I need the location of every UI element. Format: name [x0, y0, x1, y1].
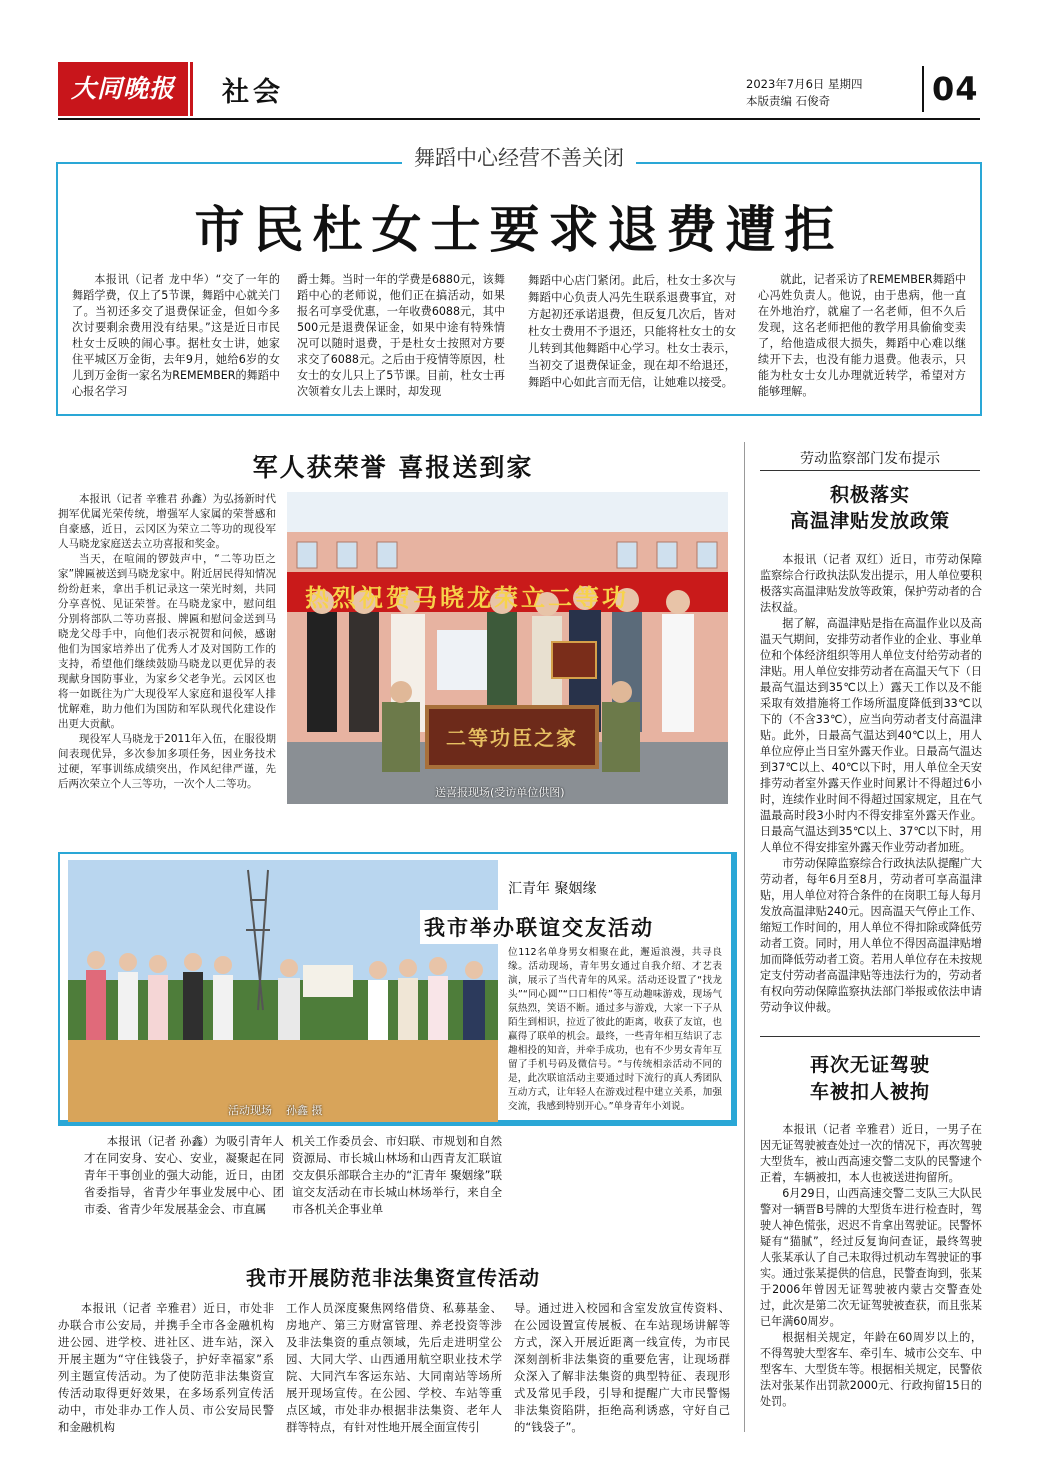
heat-story-rule [760, 470, 980, 471]
page-number: 04 [932, 70, 979, 108]
paragraph: 爵士舞。当时一年的学费是6880元，该舞蹈中心的老师说，他们正在搞活动，如果报名可享受优惠，一年收费6088元，其中500元是退费保证金，如果中途有特殊情况可以随时退费，于是杜女士按照对方要求交了6088元。之后由于疫情等原因，杜女士的女儿只上了5节课。目前，杜女士再次领着女儿去上课时，却发现 [297, 273, 505, 398]
paragraph: 本报讯（记者 孙鑫）为吸引青年人才在同安身、安心、安业，凝聚起在同青年干事创业的强大动能，近日，由团省委指导，省青少年事业发展中心、团市委、省青少年发展基金会、市直属 [84, 1134, 284, 1216]
driving-headline-line-2: 车被扣人被拘 [809, 1081, 930, 1103]
ceremony-illustration [287, 492, 728, 804]
event-illustration [68, 860, 498, 1122]
paragraph: 根据相关规定，年龄在60周岁以上的，不得驾驶大型客车、牵引车、城市公交车、中型客车、大型货车等。根据相关规定，民警依法对张某作出罚款2000元、行政拘留15日的处罚。 [760, 1331, 982, 1408]
plaque-text: 二等功臣之家 [446, 726, 578, 750]
top-story-column-4 [758, 272, 966, 400]
paragraph: 舞蹈中心店门紧闭。此后，杜女士多次与舞蹈中心负责人冯先生联系退费事宜，对方起初还承诺退费，但反复几次后，皆对杜女士费用不予退还，只能将杜女士的女儿转到其他舞蹈中心学习。杜女士表示，当初交了退费保证金，现在却不给退还，舞蹈中心如此言而无信，让她难以接受。 [528, 273, 736, 389]
paragraph: 本报讯（记者 双红）近日，市劳动保障监察综合行政执法队发出提示，用人单位要积极落实高温津贴发放等政策，保护劳动者的合法权益。 [760, 553, 982, 614]
paragraph: 工作人员深度聚焦网络借贷、私募基金、房地产、第三方财富管理、养老投资等涉及非法集资的重点领域，先后走进明堂公园、大同大学、山西通用航空职业技术学院、大同汽车客运东站、大同南站等场所展开现场宣传。在公园、学校、车站等重点区域，市处非办根据非法集资、老年人群等特点，有针对性地开展全面宣传引 [286, 1301, 502, 1434]
paragraph: 导。通过进入校园和含室发放宣传资料、在公园设置宣传展板、在车站现场讲解等方式，深入开展近距离一线宣传，为市民深刻剖析非法集资的重要危害，让现场群众深入了解非法集资的典型特征、表现形式及常见手段，引导和提醒广大市民警惕非法集资陷阱，拒绝高利诱惑，守好自己的“钱袋子”。 [514, 1301, 730, 1434]
paragraph: 就此，记者采访了REMEMBER舞蹈中心冯姓负责人。他说，由于患病，他一直在外地治疗，就雇了一名老师，但不久后发现，这名老师把他的教学用具偷偷变卖了，给他造成很大损失，舞蹈中心难以继续开下去，也没有能力退费。他表示，只能为杜女士女儿办理就近转学，希望对方能够理解。 [758, 273, 966, 398]
issue-date: 2023年7月6日 星期四 [746, 77, 863, 91]
heat-headline-line-2: 高温津贴发放政策 [789, 510, 950, 532]
fraud-story-column-2 [286, 1300, 502, 1436]
social-story-headline: 我市举办联谊交友活动 [420, 910, 658, 944]
driving-story-headline [760, 1052, 980, 1106]
military-story-body [58, 492, 276, 792]
military-story-photo [287, 492, 728, 804]
paragraph: 本报讯（记者 辛雅君）近日，一男子在因无证驾驶被查处过一次的情况下，再次驾驶大型货车，被山西高速交警二支队的民警逮个正着，车辆被扣，本人也被送进拘留所。 [760, 1123, 982, 1184]
heat-headline-line-1: 积极落实 [829, 484, 910, 506]
social-story-column-1 [84, 1133, 284, 1218]
paragraph: 据了解，高温津贴是指在高温作业以及高温天气期间，安排劳动者作业的企业、事业单位和个体经济组织等用人单位支付给劳动者的津贴。用人单位安排劳动者在高温天气下（日最高气温达到35℃以上）露天工作以及不能采取有效措施将工作场所温度降低到33℃以下的（不含33℃），应当向劳动者支付高温津贴。此外，日最高气温达到40℃以上，用人单位应停止当日室外露天作业。日最高气温达到37℃以上、40℃以下时，用人单位全天安排劳动者室外露天作业时间累计不得超过6小时，连续作业时间不得超过国家规定，且在气温最高时段3小时内不得安排室外露天作业。日最高气温达到35℃以上、37℃以下时，用人单位不得安排室外露天作业劳动者加班。 [760, 617, 982, 854]
fraud-story-column-1 [58, 1300, 274, 1436]
driving-story-rule [760, 1036, 980, 1037]
top-story-kicker-text: 舞蹈中心经营不善关闭 [402, 146, 636, 170]
heat-story-body [760, 552, 982, 1016]
paragraph: 机关工作委员会、市妇联、市规划和自然资源局、市长城山林场和山西青友汇联谊交友俱乐部联合主办的“汇青年 聚姻缘”联谊交友活动在市长城山林场举行，来自全市各机关企事业单 [292, 1134, 502, 1216]
social-story-kicker: 汇青年 聚姻缘 [508, 881, 597, 897]
heat-story-kicker: 劳动监察部门发布提示 [800, 451, 940, 467]
masthead-divider [922, 66, 924, 112]
masthead-accent-bar [190, 62, 193, 116]
section-title: 社会 [222, 77, 284, 108]
newspaper-logo: 大同晚报 [58, 62, 188, 116]
paragraph: 本报讯（记者 辛雅君 孙鑫）为弘扬新时代拥军优属光荣传统，增强军人家属的荣誉感和自豪感，近日，云冈区为荣立二等功的现役军人马晓龙家庭送去立功喜报和奖金。 [58, 493, 276, 550]
banner-text: 热烈祝贺马晓龙荣立二等功 [305, 583, 629, 612]
social-story-photo [68, 860, 498, 1122]
fraud-story-headline: 我市开展防范非法集资宣传活动 [246, 1266, 540, 1290]
social-story-column-2 [292, 1133, 502, 1218]
photo-caption: 送喜报现场(受访单位供图) [435, 786, 565, 799]
paragraph: 当天，在喧闹的锣鼓声中，“二等功臣之家”牌匾被送到马晓龙家中。附近居民得知情况纷纷赶来，拿出手机记录这一荣光时刻，共同分享喜悦、见证荣誉。在马晓龙家中，慰问组分别将部队二等功喜报、牌匾和慰问金送到马晓龙父母手中，向他们表示祝贺和问候，感谢他们为国家培养出了优秀人才及对国防工作的支持，希望他们继续鼓励马晓龙以更优异的表现献身国防事业，为家乡父老争光。云冈区也将一如既往为广大现役军人家庭和退役军人排忧解难，助力他们为国防和军队现代化建设作出更大贡献。 [58, 553, 276, 730]
paragraph: 市劳动保障监察综合行政执法队提醒广大劳动者，每年6月至8月，劳动者可享高温津贴，用人单位对符合条件的在岗职工每人每月发放高温津贴240元。因高温天气停止工作、缩短工作时间的，用人单位不得扣除或降低劳动者工资。同时，用人单位不得因高温津贴增加而降低劳动者工资。若用人单位存在未按规定支付劳动者高温津贴等违法行为的，劳动者有权向劳动保障监察执法部门举报或依法申请劳动争议仲裁。 [760, 857, 982, 1014]
masthead-rule [58, 118, 980, 120]
photo-caption: 活动现场 孙鑫 摄 [228, 1104, 323, 1117]
paragraph: 本报讯（记者 龙中华）“交了一年的舞蹈学费，仅上了5节课，舞蹈中心就关门了。当初还多交了退费保证金，但如今多次讨要剩余费用没有结果。”这是近日市民杜女士反映的闹心事。据杜女士讲，她家住平城区万金街，去年9月，她给6岁的女儿到万金街一家名为REMEMBER的舞蹈中心报名学习 [72, 273, 280, 398]
top-story-column-1 [72, 272, 280, 400]
issue-info [746, 76, 863, 110]
column-divider [744, 442, 745, 1432]
driving-headline-line-1: 再次无证驾驶 [809, 1054, 930, 1076]
military-story-headline: 军人获荣誉 喜报送到家 [252, 453, 534, 482]
social-story-right-column [508, 946, 722, 1114]
top-story-headline: 市民杜女士要求退费遭拒 [194, 200, 844, 259]
top-story-column-2 [297, 272, 505, 400]
paragraph: 6月29日，山西高速交警二支队三大队民警对一辆晋B号牌的大型货车进行检查时，驾驶人神色慌张，迟迟不肯拿出驾驶证。民警怀疑有“猫腻”，经过反复询问查证，最终驾驶人张某承认了自己未取得过机动车驾驶证的事实。通过张某提供的信息，民警查询到，张某于2006年曾因无证驾驶被内蒙古交警查处过，此次是第二次无证驾驶被查获，而且张某已年满60周岁。 [760, 1187, 982, 1328]
paragraph: 位112名单身男女相聚在此，邂逅浪漫，共寻良缘。活动现场，青年男女通过自我介绍、才艺表演，展示了当代青年的风采。活动还设置了“找龙头”“同心圆”“口口相传”等互动趣味游戏，现场气氛热烈，笑语不断。通过多与游戏，大家一下子从陌生到相识，拉近了彼此的距离，收获了友谊，也赢得了联单的机会。最终，一些青年相互结识了志趣相投的知音，并牵手成功，也有不少男女青年互留了手机号码及微信号。“与传统相亲活动不同的是，此次联谊活动主要通过时下流行的真人秀团队互动方式，让年轻人在游戏过程中建立关系，加强交流，我感到特别开心。”单身青年小刘说。 [508, 947, 722, 1112]
paragraph: 本报讯（记者 辛雅君）近日，市处非办联合市公安局，并携手全市各金融机构进公园、进学校、进社区、进车站，深入开展主题为“守住钱袋子，护好幸福家”系列主题宣传活动。为了使防范非法集资宣传活动取得更好效果，在多场系列宣传活动中，市处非办工作人员、市公安局民警和金融机构 [58, 1301, 274, 1434]
fraud-story-column-3 [514, 1300, 730, 1436]
page-editor: 本版责编 石俊奇 [746, 94, 831, 108]
driving-story-body [760, 1122, 982, 1410]
heat-story-headline [760, 482, 980, 534]
top-story-kicker [56, 142, 982, 172]
top-story-column-3 [528, 272, 736, 391]
paragraph: 现役军人马晓龙于2011年入伍，在服役期间表现优异，多次参加多项任务，因业务技术过硬，军事训练成绩突出，作风纪律严谨，先后两次荣立个人三等功，一次个人二等功。 [58, 733, 276, 790]
